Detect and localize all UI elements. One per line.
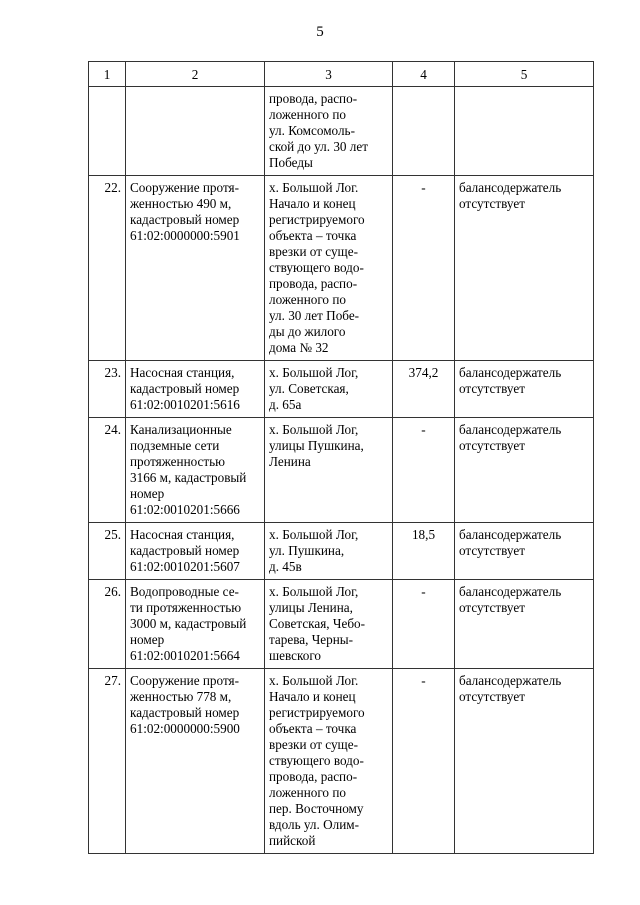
column-header: 2 bbox=[126, 62, 265, 87]
location-line: провода, распо- bbox=[269, 91, 358, 106]
location-line: х. Большой Лог, bbox=[269, 422, 359, 437]
area-cell: - bbox=[393, 418, 455, 523]
balance-holder-cell bbox=[455, 418, 594, 523]
object-name-line: 61:02:0010201:5664 bbox=[130, 648, 240, 663]
row-number-cell: 22. bbox=[89, 176, 126, 361]
location-cell bbox=[265, 87, 393, 176]
row-number-cell: 25. bbox=[89, 523, 126, 580]
balance-holder-cell bbox=[455, 176, 594, 361]
object-name-line: женностью 778 м, bbox=[130, 689, 232, 704]
row-number-cell bbox=[89, 87, 126, 176]
location-line: х. Большой Лог, bbox=[269, 584, 359, 599]
object-name-line: кадастровый номер bbox=[130, 381, 240, 396]
object-name-line: 3000 м, кадастровый bbox=[130, 616, 247, 631]
object-name-line: кадастровый номер bbox=[130, 212, 240, 227]
object-name-line: 61:02:0010201:5616 bbox=[130, 397, 240, 412]
location-line: ул. Пушкина, bbox=[269, 543, 345, 558]
location-line: ды до жилого bbox=[269, 324, 346, 339]
table-row bbox=[89, 418, 594, 523]
location-line: ствующего водо- bbox=[269, 753, 364, 768]
register-body bbox=[89, 87, 594, 854]
column-header: 3 bbox=[265, 62, 393, 87]
balance-holder-cell bbox=[455, 669, 594, 854]
location-line: ложенного по bbox=[269, 785, 346, 800]
balance-holder-line: отсутствует bbox=[459, 543, 525, 558]
column-number-row bbox=[89, 62, 594, 87]
object-name-line: кадастровый номер bbox=[130, 543, 240, 558]
location-cell bbox=[265, 176, 393, 361]
location-line: ложенного по bbox=[269, 107, 346, 122]
object-name-line: 61:02:0010201:5607 bbox=[130, 559, 240, 574]
location-line: дома № 32 bbox=[269, 340, 329, 355]
object-name-line: подземные сети bbox=[130, 438, 220, 453]
row-number-cell: 26. bbox=[89, 580, 126, 669]
location-line: Начало и конец bbox=[269, 196, 356, 211]
location-line: шевского bbox=[269, 648, 322, 663]
object-name-line: ти протяженностью bbox=[130, 600, 242, 615]
object-name-line: номер bbox=[130, 486, 165, 501]
object-name-line: 61:02:0000000:5901 bbox=[130, 228, 240, 243]
page-number: 5 bbox=[316, 24, 324, 40]
location-line: ул. 30 лет Побе- bbox=[269, 308, 360, 323]
object-name-line: протяженностью bbox=[130, 454, 226, 469]
location-line: улицы Пушкина, bbox=[269, 438, 364, 453]
balance-holder-line: балансодержатель bbox=[459, 180, 562, 195]
row-number-cell: 27. bbox=[89, 669, 126, 854]
location-line: провода, распо- bbox=[269, 276, 358, 291]
location-line: провода, распо- bbox=[269, 769, 358, 784]
location-line: ложенного по bbox=[269, 292, 346, 307]
area-cell: - bbox=[393, 176, 455, 361]
location-line: улицы Ленина, bbox=[269, 600, 353, 615]
object-name-line: 3166 м, кадастровый bbox=[130, 470, 247, 485]
object-name-cell bbox=[126, 361, 265, 418]
location-line: д. 65а bbox=[269, 397, 302, 412]
balance-holder-cell bbox=[455, 87, 594, 176]
location-line: Победы bbox=[269, 155, 313, 170]
object-name-cell bbox=[126, 523, 265, 580]
location-line: регистрируемого bbox=[269, 212, 365, 227]
object-name-line: Насосная станция, bbox=[130, 527, 235, 542]
location-line: ул. Комсомоль- bbox=[269, 123, 355, 138]
area-cell: - bbox=[393, 580, 455, 669]
location-cell bbox=[265, 361, 393, 418]
table-row bbox=[89, 523, 594, 580]
location-line: тарева, Черны- bbox=[269, 632, 354, 647]
row-number-cell: 24. bbox=[89, 418, 126, 523]
location-line: д. 45в bbox=[269, 559, 302, 574]
balance-holder-line: балансодержатель bbox=[459, 673, 562, 688]
balance-holder-line: отсутствует bbox=[459, 196, 525, 211]
property-register-table bbox=[88, 61, 594, 854]
column-header: 1 bbox=[89, 62, 126, 87]
balance-holder-line: отсутствует bbox=[459, 689, 525, 704]
location-line: х. Большой Лог, bbox=[269, 527, 359, 542]
location-line: регистрируемого bbox=[269, 705, 365, 720]
balance-holder-line: отсутствует bbox=[459, 600, 525, 615]
location-line: х. Большой Лог. bbox=[269, 673, 359, 688]
location-line: Советская, Чебо- bbox=[269, 616, 366, 631]
location-cell bbox=[265, 523, 393, 580]
balance-holder-line: отсутствует bbox=[459, 381, 525, 396]
area-cell: - bbox=[393, 669, 455, 854]
column-header: 5 bbox=[455, 62, 594, 87]
object-name-cell bbox=[126, 418, 265, 523]
object-name-line: Насосная станция, bbox=[130, 365, 235, 380]
location-line: х. Большой Лог. bbox=[269, 180, 359, 195]
balance-holder-line: балансодержатель bbox=[459, 422, 562, 437]
location-line: врезки от суще- bbox=[269, 737, 358, 752]
balance-holder-line: балансодержатель bbox=[459, 584, 562, 599]
object-name-line: Сооружение протя- bbox=[130, 180, 239, 195]
location-line: объекта – точка bbox=[269, 228, 357, 243]
location-line: объекта – точка bbox=[269, 721, 357, 736]
object-name-cell bbox=[126, 580, 265, 669]
area-cell bbox=[393, 87, 455, 176]
object-name-cell bbox=[126, 669, 265, 854]
object-name-cell bbox=[126, 176, 265, 361]
object-name-line: Водопроводные се- bbox=[130, 584, 239, 599]
object-name-line: кадастровый номер bbox=[130, 705, 240, 720]
location-cell bbox=[265, 669, 393, 854]
location-line: ул. Советская, bbox=[269, 381, 349, 396]
object-name-line: 61:02:0000000:5900 bbox=[130, 721, 240, 736]
balance-holder-line: балансодержатель bbox=[459, 527, 562, 542]
table-row bbox=[89, 580, 594, 669]
location-line: Начало и конец bbox=[269, 689, 356, 704]
object-name-line: Сооружение протя- bbox=[130, 673, 239, 688]
location-cell bbox=[265, 418, 393, 523]
location-line: ствующего водо- bbox=[269, 260, 364, 275]
location-line: врезки от суще- bbox=[269, 244, 358, 259]
object-name-cell bbox=[126, 87, 265, 176]
object-name-line: женностью 490 м, bbox=[130, 196, 232, 211]
balance-holder-line: балансодержатель bbox=[459, 365, 562, 380]
table-row bbox=[89, 87, 594, 176]
table-row bbox=[89, 361, 594, 418]
table-row bbox=[89, 669, 594, 854]
row-number-cell: 23. bbox=[89, 361, 126, 418]
balance-holder-cell bbox=[455, 523, 594, 580]
object-name-line: номер bbox=[130, 632, 165, 647]
object-name-line: Канализационные bbox=[130, 422, 232, 437]
column-header: 4 bbox=[393, 62, 455, 87]
balance-holder-line: отсутствует bbox=[459, 438, 525, 453]
object-name-line: 61:02:0010201:5666 bbox=[130, 502, 240, 517]
location-line: ской до ул. 30 лет bbox=[269, 139, 369, 154]
area-cell: 374,2 bbox=[393, 361, 455, 418]
location-cell bbox=[265, 580, 393, 669]
location-line: вдоль ул. Олим- bbox=[269, 817, 360, 832]
balance-holder-cell bbox=[455, 580, 594, 669]
balance-holder-cell bbox=[455, 361, 594, 418]
location-line: Ленина bbox=[269, 454, 311, 469]
location-line: пер. Восточному bbox=[269, 801, 364, 816]
location-line: х. Большой Лог, bbox=[269, 365, 359, 380]
area-cell: 18,5 bbox=[393, 523, 455, 580]
table-row bbox=[89, 176, 594, 361]
location-line: пийской bbox=[269, 833, 316, 848]
